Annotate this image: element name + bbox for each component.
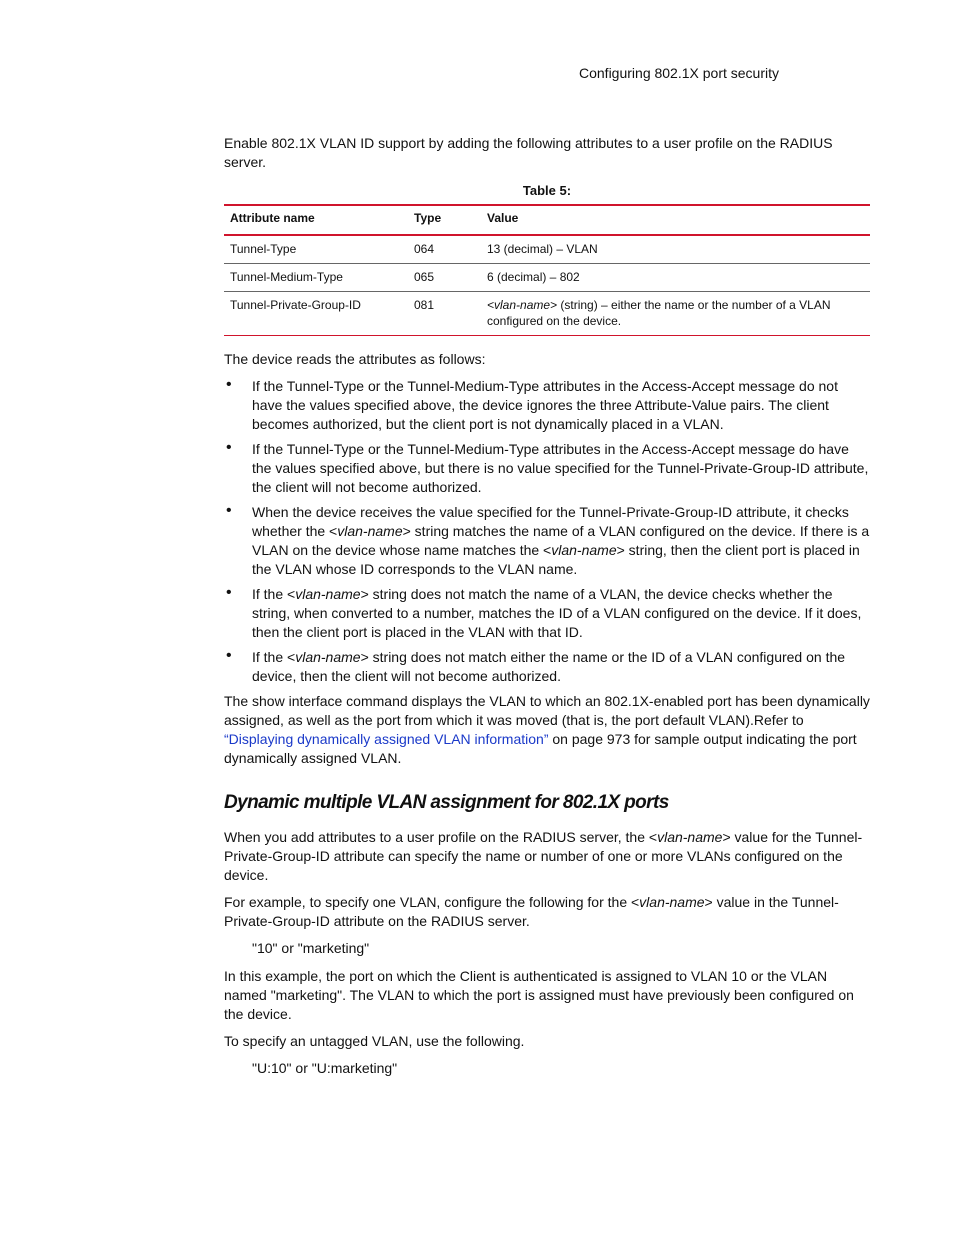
header-type: Type [408, 205, 481, 235]
attribute-rules-list [224, 377, 870, 686]
table-caption: Table 5: [522, 183, 572, 198]
bullet-icon: • [226, 376, 232, 393]
list-item-text: If the <vlan-name> string does not match either the name or the ID of a VLAN configured on the device, then the client will not become authorized. [252, 649, 846, 684]
cell-type: 064 [408, 235, 481, 264]
section-paragraph: When you add attributes to a user profile on the RADIUS server, the <vlan-name> value for the Tunnel-Private-Group-ID attribute can specify the name or number of one or more VLANs configured on the device. [224, 829, 863, 883]
cell-value: 13 (decimal) – VLAN [481, 235, 870, 264]
command-text: show interface [252, 693, 343, 709]
list-item-text: If the <vlan-name> string does not match the name of a VLAN, the device checks whether the string, when converted to a number, matches the ID of a VLAN configured on the device. If it does, then the client port is placed in the VLAN with that ID. [252, 586, 862, 640]
running-head: Configuring 802.1X port security [579, 65, 779, 81]
table-header-row [224, 205, 870, 235]
intro-paragraph: Enable 802.1X VLAN ID support by adding the following attributes to a user profile on the RADIUS server. [224, 135, 833, 170]
page-content [224, 134, 870, 1087]
section-paragraph: For example, to specify one VLAN, configure the following for the <vlan-name> value in the Tunnel-Private-Group-ID attribute on the RADIUS server. [224, 894, 839, 929]
header-attribute-name: Attribute name [224, 205, 408, 235]
cell-value [481, 292, 870, 336]
bullet-icon: • [226, 439, 232, 456]
bullet-icon: • [226, 584, 232, 601]
table-row [224, 235, 870, 264]
section-paragraph: To specify an untagged VLAN, use the following. [224, 1033, 525, 1049]
cell-attribute-name: Tunnel-Private-Group-ID [224, 292, 408, 336]
list-item-text: If the Tunnel-Type or the Tunnel-Medium-Type attributes in the Access-Accept message do have the values specified above, but there is no value specified for the Tunnel-Private-Group-ID attribute, the client will not become authorized. [252, 441, 869, 495]
reads-intro: The device reads the attributes as follows: [224, 351, 486, 367]
bullet-icon: • [226, 647, 232, 664]
code-example: "10" or "marketing" [252, 940, 370, 956]
list-item [224, 648, 870, 686]
list-item-text: If the Tunnel-Type or the Tunnel-Medium-Type attributes in the Access-Accept message do not have the values specified above, the device ignores the three Attribute-Value pairs. The client becomes authorized, but the client port is not dynamically placed in a VLAN. [252, 378, 838, 432]
section-heading: Dynamic multiple VLAN assignment for 802.1X ports [224, 792, 669, 813]
section-paragraph: In this example, the port on which the Client is authenticated is assigned to VLAN 10 or the VLAN named "marketing". The VLAN to which the port is assigned must have previously been configured on the device. [224, 968, 854, 1022]
cell-type: 081 [408, 292, 481, 336]
header-value: Value [481, 205, 870, 235]
list-item-text: When the device receives the value specified for the Tunnel-Private-Group-ID attribute, it checks whether the <vlan-name> string matches the name of a VLAN configured on the device. If there is a VLAN on the device whose name matches the <vlan-name> string, then the client port is placed in the VLAN whose ID corresponds to the VLAN name. [252, 504, 870, 577]
cross-reference-link[interactable]: “Displaying dynamically assigned VLAN information” [224, 731, 549, 747]
code-example: "U:10" or "U:marketing" [252, 1060, 398, 1076]
cell-type: 065 [408, 264, 481, 292]
cell-value-text: (string) – either the name or the number of a VLAN configured on the device. [487, 298, 831, 328]
cell-value-placeholder: <vlan-name> [487, 298, 558, 312]
cell-attribute-name: Tunnel-Type [224, 235, 408, 264]
show-interface-paragraph: The show interface command displays the VLAN to which an 802.1X-enabled port has been dynamically assigned, as well as the port from which it was moved (that is, the port default VLAN).Refer to “Displaying dynamically assigned VLAN information” on page 973 for sample output indicating the port dynamically assigned VLAN. [224, 693, 870, 766]
table-row [224, 264, 870, 292]
table-row [224, 292, 870, 336]
list-item [224, 585, 870, 642]
list-item [224, 377, 870, 434]
list-item [224, 440, 870, 497]
list-item [224, 503, 870, 579]
cell-attribute-name: Tunnel-Medium-Type [224, 264, 408, 292]
bullet-icon: • [226, 502, 232, 519]
cell-value: 6 (decimal) – 802 [481, 264, 870, 292]
attributes-table [224, 204, 870, 336]
